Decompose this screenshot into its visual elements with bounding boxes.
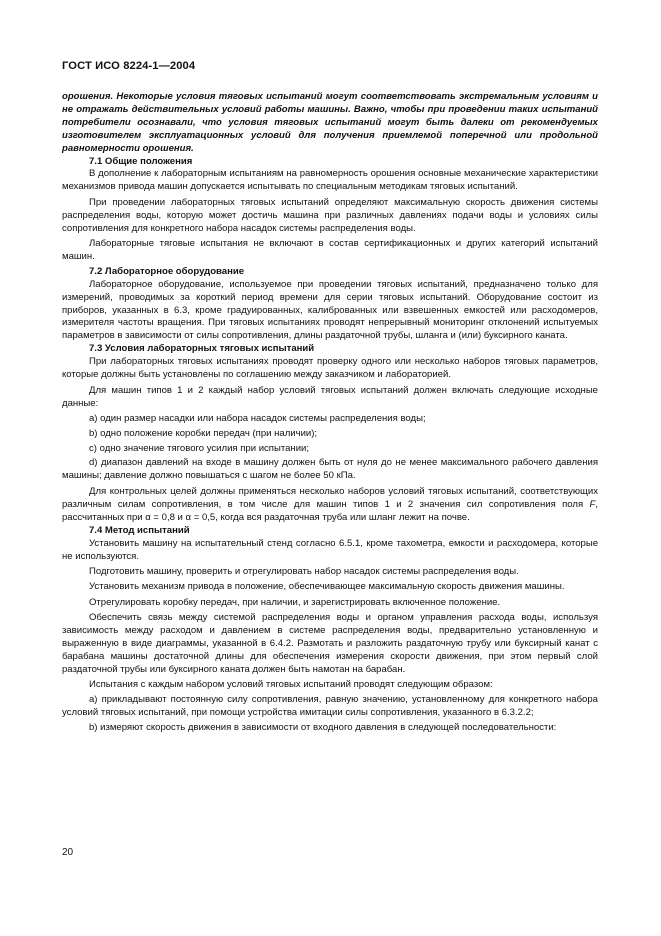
document-header: ГОСТ ИСО 8224-1—2004 [62,60,196,72]
paragraph: Лабораторные тяговые испытания не включают в состав сертификационных и других категорий испытаний машин. [62,237,598,262]
section-7-1-heading: 7.1 Общие положения [89,155,193,167]
document-body [62,91,598,735]
symbol-f: F [589,499,596,511]
paragraph: Подготовить машину, проверить и отрегулировать набор насадок системы распределения воды. [89,565,519,577]
paragraph: Установить машину на испытательный стенд согласно 6.5.1, кроме тахометра, емкости и расходомера, которые не используются. [62,537,598,562]
paragraph: В дополнение к лабораторным испытаниям на равномерность орошения основные механические характеристики механизмов привода машин допускается испытывать по специальным методикам тяговых испытаний. [62,168,598,193]
text-run: Для контрольных целей должны применяться несколько наборов условий тяговых испытаний, соответствующих различным силам сопротивления, в том числе для машин типов 1 и 2 значения сил сопротивления поля [62,486,598,511]
paragraph: Обеспечить связь между системой распределения воды и органом управления расхода воды, используя зависимость между расходом и давлением в системе распределения воды, предварительно установленную и выраженную в виде диаграммы, указанной в 6.4.2. Размотать и разложить раздаточную трубу или буксирный канат с барабана машины достаточной длины для обеспечения измерения скорости движения, при этом первый слой раздаточной трубы или буксирного каната должен быть намотан на барабан. [62,612,598,676]
page-number: 20 [62,847,74,858]
paragraph: При лабораторных тяговых испытаниях проводят проверку одного или несколько наборов тяговых параметров, которые должны быть установлены по соглашению между заказчиком и лабораторией. [62,356,598,381]
list-item: a) прикладывают постоянную силу сопротивления, равную значению, установленному для конкретного набора условий тяговых испытаний, при помощи устройства имитации силы сопротивления, указанного в 6.3.2.2; [62,693,598,718]
list-item: a) один размер насадки или набора насадок системы распределения воды; [89,412,426,424]
paragraph [62,486,598,525]
paragraph: Отрегулировать коробку передач, при наличии, и зарегистрировать включенное положение. [89,596,501,608]
section-7-3-heading: 7.3 Условия лабораторных тяговых испытаний [89,343,315,355]
text-run: , рассчитанных при α = 0,8 и α = 0,5, когда вся раздаточная труба или шланг лежит на почве. [62,499,598,524]
list-item: c) одно значение тягового усилия при испытании; [89,442,310,454]
list-item: b) одно положение коробки передач (при наличии); [89,427,318,439]
list-item: d) диапазон давлений на входе в машину должен быть от нуля до не менее максимального рабочего давления машины; давление должно повышаться с шагом не более 50 кПа. [62,457,598,482]
section-7-4-heading: 7.4 Метод испытаний [89,525,190,536]
note-paragraph: орошения. Некоторые условия тяговых испытаний могут соответствовать экстремальным условиям и не отражать действительных условий работы машины. Важно, чтобы при проведении таких испытаний потребители осознавали, что условия тяговых испытаний могут быть далеки от рекомендуемых изготовителем эксплуатационных условий для получения приемлемой поперечной или продольной равномерности орошения. [62,91,598,154]
paragraph: Лабораторное оборудование, используемое при проведении тяговых испытаний, предназначено только для измерений, проводимых за короткий период времени для серии тяговых испытаний. Оборудование состоит из приборов, указанных в 6.3, кроме градуированных, калиброванных или взвешенных емкостей или расходомеров, измерителя частоты вращения. При тяговых испытаниях проводят непрерывный мониторинг отклонений испытуемых параметров в зависимости от силы сопротивления, длины раздаточной трубы, шланга и (или) буксирного каната. [62,278,598,342]
list-item: b) измеряют скорость движения в зависимости от входного давления в следующей последовательности: [89,721,557,733]
paragraph: Испытания с каждым набором условий тяговых испытаний проводят следующим образом: [89,678,493,690]
section-7-2-heading: 7.2 Лабораторное оборудование [89,265,245,277]
paragraph: При проведении лабораторных тяговых испытаний определяют максимальную скорость движения системы распределения воды, которую может достичь машина при различных давлениях подачи воды и условиях силы сопротивления для конкретного набора насадок системы распределения воды. [62,197,598,235]
paragraph: Установить механизм привода в положение, обеспечивающее максимальную скорость движения машины. [89,580,565,592]
paragraph: Для машин типов 1 и 2 каждый набор условий тяговых испытаний должен включать следующие исходные данные: [62,384,598,409]
